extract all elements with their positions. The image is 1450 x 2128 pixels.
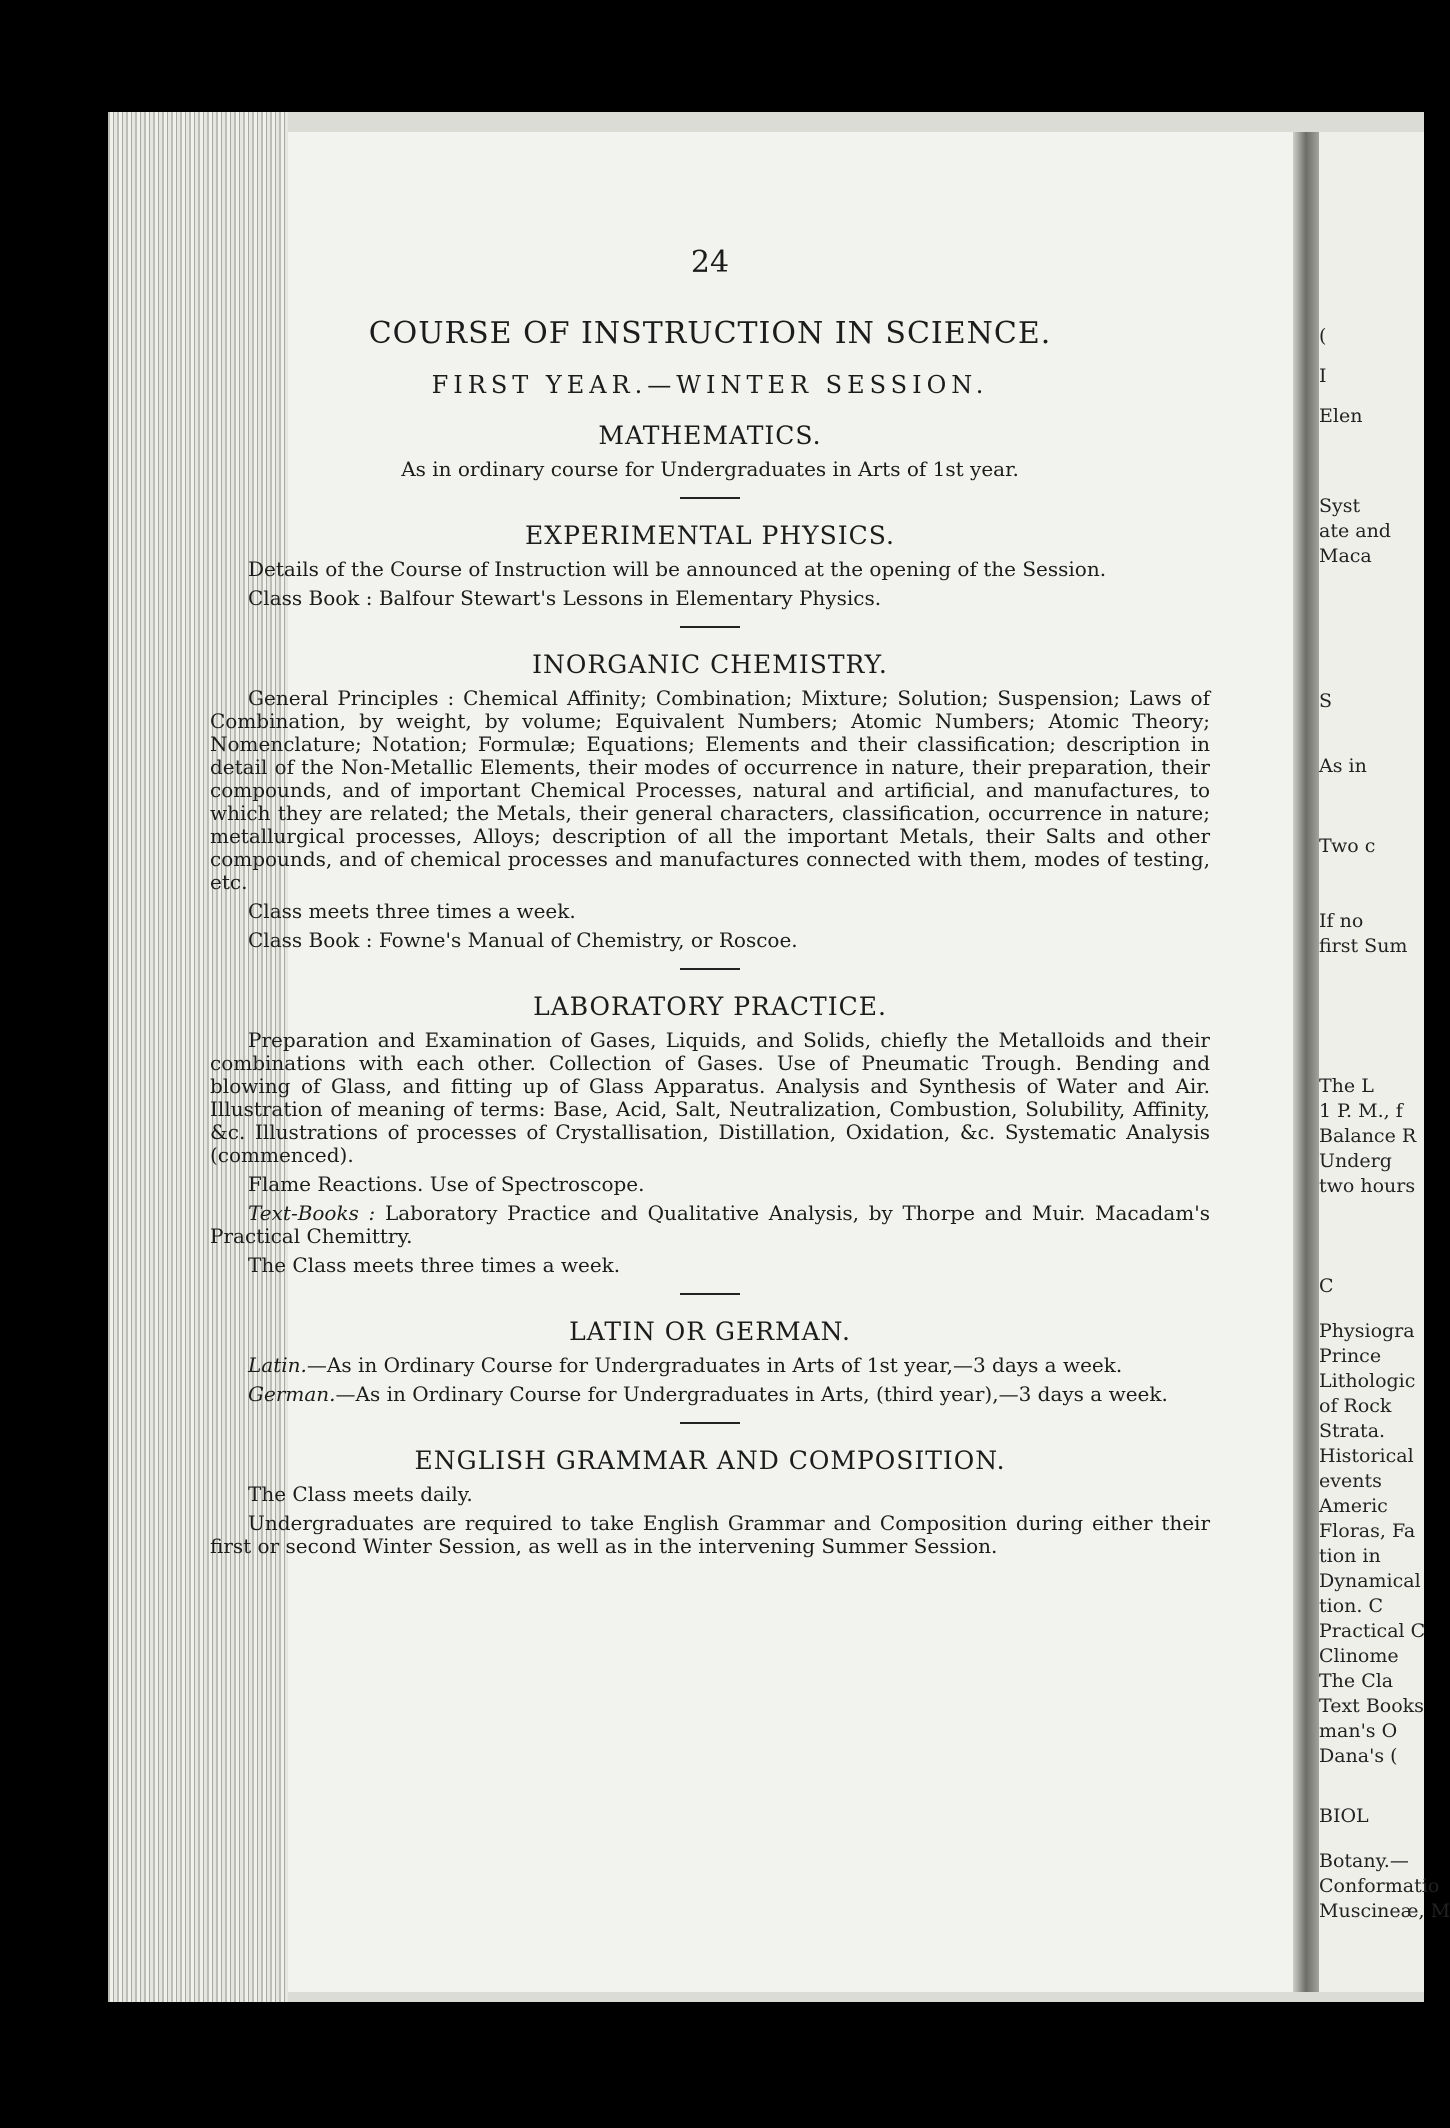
facing-page-fragment: Physiogra — [1319, 1320, 1415, 1342]
facing-page-fragment: 1 P. M., f — [1319, 1100, 1403, 1122]
facing-page-fragment: Floras, Fa — [1319, 1520, 1416, 1542]
math-text: As in ordinary course for Undergraduates in Arts of 1st year. — [401, 457, 1019, 481]
session-heading: FIRST YEAR.—WINTER SESSION. — [431, 371, 989, 399]
english-meets: The Class meets daily. — [248, 1482, 473, 1506]
lang-heading: LATIN OR GERMAN. — [569, 1317, 851, 1346]
facing-page-fragment: Elen — [1319, 405, 1363, 427]
english-text: Undergraduates are required to take English Grammar and Composition during either their first or second Winter Session, as well as in the intervening Summer Session. — [210, 1511, 1210, 1558]
divider — [680, 497, 740, 499]
lab-books-label: Text-Books : — [248, 1201, 376, 1225]
english-heading: ENGLISH GRAMMAR AND COMPOSITION. — [414, 1446, 1006, 1475]
lab-books-text: Laboratory Practice and Qualitative Analysis, by Thorpe and Muir. Macadam's Practical Chemittry. — [210, 1201, 1210, 1248]
facing-page-fragment: ate and — [1319, 520, 1391, 542]
facing-page-fragment: Muscineæ, M — [1319, 1900, 1450, 1922]
facing-page-fragment: tion. C — [1319, 1595, 1384, 1617]
page-number: 24 — [690, 245, 730, 280]
facing-page-fragment: Conformatio — [1319, 1875, 1440, 1897]
facing-page-fragment: Dana's ( — [1319, 1745, 1398, 1767]
facing-page-fragment: ( — [1319, 325, 1327, 347]
facing-page-fragment: Botany.— — [1319, 1850, 1409, 1872]
physics-book: Class Book : Balfour Stewart's Lessons in Elementary Physics. — [248, 586, 882, 610]
lab-heading: LABORATORY PRACTICE. — [533, 992, 887, 1021]
facing-page-fragment: Dynamical — [1319, 1570, 1421, 1592]
facing-page-fragment: Strata. — [1319, 1420, 1386, 1442]
lab-flame: Flame Reactions. Use of Spectroscope. — [248, 1172, 645, 1196]
divider — [680, 968, 740, 970]
latin-label: Latin. — [248, 1353, 307, 1377]
latin-body: —As in Ordinary Course for Undergraduates in Arts of 1st year,—3 days a week. — [306, 1353, 1123, 1377]
facing-page-fragment: Clinome — [1319, 1645, 1399, 1667]
facing-page-fragment: C — [1319, 1275, 1334, 1297]
facing-page-fragment: The L — [1319, 1075, 1374, 1097]
lab-meets: The Class meets three times a week. — [248, 1253, 621, 1277]
divider — [680, 1293, 740, 1295]
facing-page-fragment: Two c — [1319, 835, 1376, 857]
facing-page-fragment: Text Books — [1319, 1695, 1424, 1717]
german-text — [210, 1383, 1210, 1406]
facing-page-fragment: two hours — [1319, 1175, 1416, 1197]
facing-page-fragment: The Cla — [1319, 1670, 1394, 1692]
facing-page-fragment: BIOL — [1319, 1805, 1369, 1827]
facing-page-fragment: Maca — [1319, 545, 1372, 567]
page-content — [210, 245, 1210, 1564]
lab-books — [210, 1202, 1210, 1248]
facing-page-fragment: events — [1319, 1470, 1382, 1492]
facing-page-fragment: Underg — [1319, 1150, 1392, 1172]
page-title: COURSE OF INSTRUCTION IN SCIENCE. — [368, 316, 1052, 351]
book-gutter — [1293, 132, 1319, 1992]
math-heading: MATHEMATICS. — [598, 421, 822, 450]
chem-book: Class Book : Fowne's Manual of Chemistry, or Roscoe. — [248, 928, 798, 952]
german-label: German. — [248, 1382, 336, 1406]
chem-text: General Principles : Chemical Affinity; Combination; Mixture; Solution; Suspension; Laws of Combination, by weight, by volume; Equivalent Numbers; Atomic Numbers; Atomic Theory; Nomenclature; Notation; Formulæ; Equations; Elements and their classification; description in detail of the Non-Metallic Elements, their modes of occurrence in nature, their preparation, their compounds, and of important Chemical Processes, natural and artificial, and manufactures, to which they are related; the Metals, their general characters, classification, occurrence in nature; metallurgical processes, Alloys; description of all the important Metals, their Salts and other compounds, and of chemical processes and manufactures connected with them, modes of testing, etc. — [210, 686, 1210, 894]
facing-page-fragment: Historical — [1319, 1445, 1414, 1467]
facing-page-fragment: As in — [1319, 755, 1367, 777]
chem-meets: Class meets three times a week. — [248, 899, 576, 923]
physics-heading: EXPERIMENTAL PHYSICS. — [525, 521, 895, 550]
facing-page-fragment: Practical C — [1319, 1620, 1426, 1642]
facing-page-fragment: first Sum — [1319, 935, 1408, 957]
facing-page-fragment: If no — [1319, 910, 1364, 932]
divider — [680, 1422, 740, 1424]
facing-page-fragment: Americ — [1319, 1495, 1388, 1517]
german-body: —As in Ordinary Course for Undergraduates in Arts, (third year),—3 days a week. — [335, 1382, 1168, 1406]
physics-text: Details of the Course of Instruction will be announced at the opening of the Session. — [248, 557, 1107, 581]
facing-page-fragment: I — [1319, 365, 1327, 387]
facing-page-fragment: tion in — [1319, 1545, 1381, 1567]
facing-page-fragment: Prince — [1319, 1345, 1382, 1367]
latin-text — [210, 1354, 1210, 1377]
facing-page-fragment: Lithologic — [1319, 1370, 1416, 1392]
facing-page-fragment: Balance R — [1319, 1125, 1417, 1147]
facing-page-fragment: Syst — [1319, 495, 1361, 517]
facing-page-fragment: S — [1319, 690, 1333, 712]
chem-heading: INORGANIC CHEMISTRY. — [532, 650, 888, 679]
divider — [680, 626, 740, 628]
lab-text: Preparation and Examination of Gases, Liquids, and Solids, chiefly the Metalloids and their combinations with each other. Collection of Gases. Use of Pneumatic Trough. Bending and blowing of Glass, and fitting up of Glass Apparatus. Analysis and Synthesis of Water and Air. Illustration of meaning of terms: Base, Acid, Salt, Neutralization, Combustion, Solubility, Affinity, &c. Illustrations of processes of Crystallisation, Distillation, Oxidation, &c. Systematic Analysis (commenced). — [210, 1028, 1210, 1167]
facing-page — [1319, 132, 1450, 1992]
facing-page-fragment: man's O — [1319, 1720, 1398, 1742]
facing-page-fragment: of Rock — [1319, 1395, 1392, 1417]
